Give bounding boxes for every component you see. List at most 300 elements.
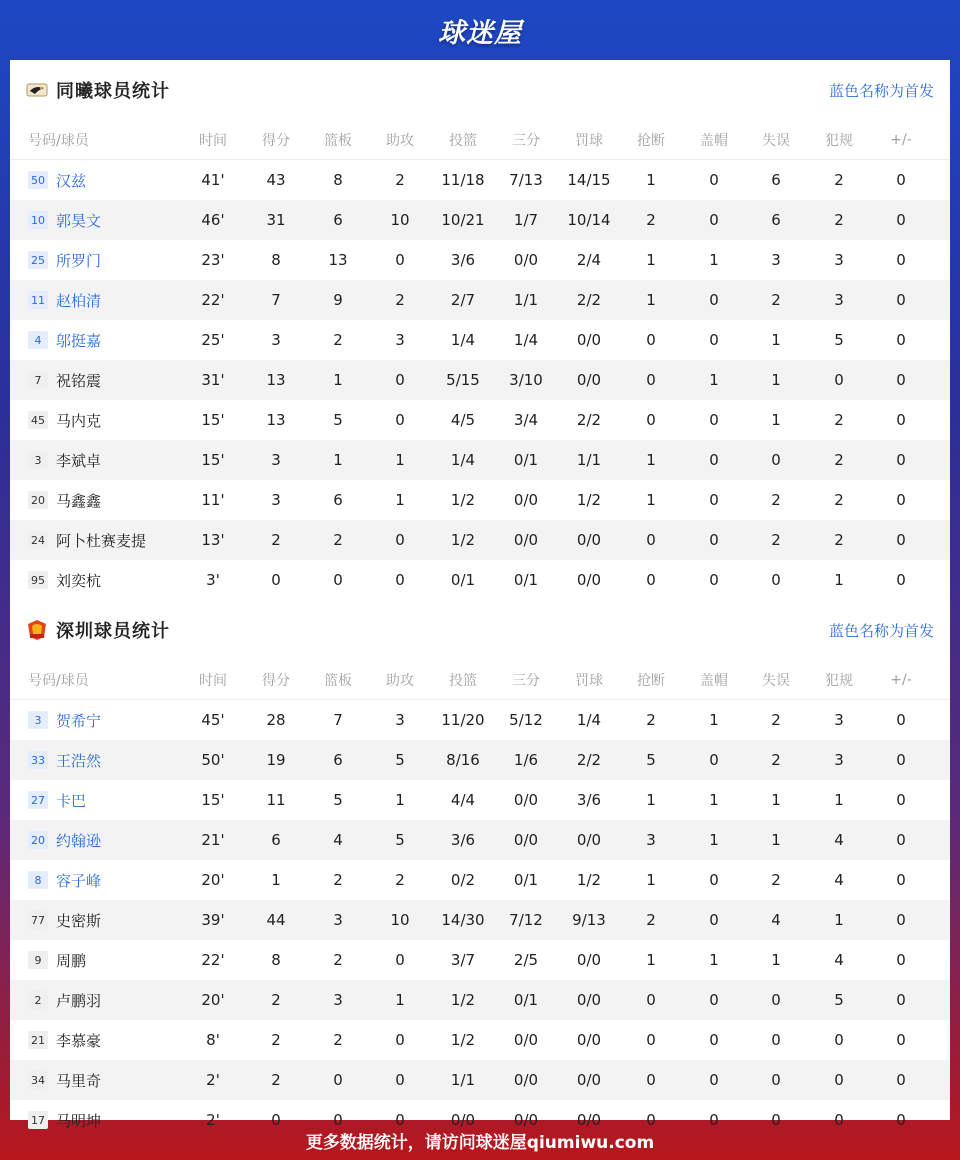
- stat-cell: 11: [266, 791, 286, 809]
- player-row[interactable]: [10, 440, 950, 480]
- jersey-number: 4: [28, 331, 48, 349]
- stat-cell: 0: [896, 1071, 906, 1089]
- stat-cell: 0: [333, 571, 343, 589]
- player-name[interactable]: 郭昊文: [56, 211, 102, 230]
- stat-cell: 0: [896, 991, 906, 1009]
- player-row[interactable]: [10, 400, 950, 440]
- stat-cell: 3: [834, 251, 844, 269]
- column-header-label[interactable]: 时间: [199, 132, 227, 149]
- stat-cell: 11': [201, 491, 225, 509]
- stat-cell: 0: [896, 711, 906, 729]
- player-cell: [10, 990, 193, 1011]
- player-name[interactable]: 马鑫鑫: [56, 491, 102, 510]
- stat-cell: 6: [271, 831, 281, 849]
- stat-cell: 0/0: [576, 331, 602, 349]
- stat-cell: 0: [395, 1071, 405, 1089]
- jersey-number: 9: [28, 951, 48, 969]
- stat-cell: 2: [834, 211, 844, 229]
- stat-cell: 4/4: [450, 791, 476, 809]
- column-header-label[interactable]: 篮板: [324, 672, 352, 689]
- stat-cell: 0: [709, 291, 719, 309]
- stat-cell: 0: [271, 1111, 281, 1129]
- player-cell: [10, 170, 193, 191]
- player-cell: [10, 830, 193, 851]
- stat-cell: 0: [646, 531, 656, 549]
- stat-cell: 0/0: [576, 951, 602, 969]
- stat-cell: 0/0: [576, 371, 602, 389]
- player-row[interactable]: [10, 740, 950, 780]
- player-name[interactable]: 汉兹: [56, 171, 87, 190]
- stat-cell: 0: [709, 331, 719, 349]
- stat-cell: 0: [646, 1111, 656, 1129]
- stat-cell: 25': [201, 331, 225, 349]
- stat-cell: 2: [771, 531, 781, 549]
- stat-cell: 0: [771, 1071, 781, 1089]
- stat-cell: 39': [201, 911, 225, 929]
- stat-cell: 5: [834, 331, 844, 349]
- stat-cell: 7/13: [509, 171, 543, 189]
- player-name[interactable]: 马明坤: [56, 1111, 102, 1130]
- player-row[interactable]: [10, 280, 950, 320]
- stat-cell: 0/0: [576, 1031, 602, 1049]
- stat-cell: 1: [333, 451, 343, 469]
- player-name[interactable]: 邬挺嘉: [56, 331, 102, 350]
- stat-cell: 0: [709, 171, 719, 189]
- column-header-label[interactable]: 投篮: [449, 672, 477, 689]
- stat-cell: 14/30: [441, 911, 485, 929]
- stat-cell: 0/1: [513, 871, 539, 889]
- column-header-label[interactable]: 犯规: [825, 132, 853, 149]
- stat-cell: 1/2: [450, 531, 476, 549]
- stat-cell: 3: [271, 491, 281, 509]
- stat-cell: 1: [771, 951, 781, 969]
- column-header-label[interactable]: +/-: [890, 131, 912, 148]
- stat-cell: 2: [771, 491, 781, 509]
- stat-cell: 0: [709, 871, 719, 889]
- stat-cell: 3: [333, 911, 343, 929]
- column-header-label[interactable]: 三分: [512, 132, 540, 149]
- stat-cell: 0: [834, 1031, 844, 1049]
- column-header-label[interactable]: 得分: [262, 672, 290, 689]
- stat-cell: 3: [834, 751, 844, 769]
- stat-cell: 1: [709, 831, 719, 849]
- stat-cell: 0/0: [576, 1111, 602, 1129]
- stat-cell: 6: [771, 171, 781, 189]
- stat-cell: 3: [271, 451, 281, 469]
- stat-cell: 0: [896, 251, 906, 269]
- stat-cell: 31: [266, 211, 286, 229]
- jersey-number: 11: [28, 291, 48, 309]
- stat-cell: 2': [206, 1071, 220, 1089]
- stat-cell: 3/7: [450, 951, 476, 969]
- stat-cell: 1: [646, 291, 656, 309]
- stat-cell: 0: [333, 1071, 343, 1089]
- stat-cell: 21': [201, 831, 225, 849]
- stat-cell: 1/1: [513, 291, 539, 309]
- stat-cell: 3': [206, 571, 220, 589]
- column-header-player: [10, 670, 193, 690]
- stat-cell: 1/2: [450, 491, 476, 509]
- stat-cell: 1: [709, 711, 719, 729]
- column-header-label: 号码/球员: [28, 672, 89, 689]
- stat-cell: 20': [201, 871, 225, 889]
- player-cell: [10, 1070, 193, 1091]
- stat-cell: 0: [709, 571, 719, 589]
- stat-cell: 0: [896, 831, 906, 849]
- stat-cell: 2: [395, 291, 405, 309]
- stat-cell: 5: [646, 751, 656, 769]
- player-row[interactable]: [10, 160, 950, 200]
- stat-cell: 2: [771, 711, 781, 729]
- stat-cell: 2: [646, 711, 656, 729]
- stat-cell: 0/0: [576, 831, 602, 849]
- jersey-number: 8: [28, 871, 48, 889]
- stat-cell: 0: [896, 951, 906, 969]
- jersey-number: 27: [28, 791, 48, 809]
- stat-cell: 0: [709, 1071, 719, 1089]
- stat-cell: 1: [646, 871, 656, 889]
- column-header-label[interactable]: +/-: [890, 671, 912, 688]
- player-row[interactable]: [10, 900, 950, 940]
- stat-cell: 1: [395, 991, 405, 1009]
- stat-cell: 2: [771, 291, 781, 309]
- player-cell: [10, 710, 193, 731]
- stat-cell: 13: [328, 251, 348, 269]
- stat-cell: 2: [395, 171, 405, 189]
- stat-cell: 0: [395, 1031, 405, 1049]
- stat-cell: 3/10: [509, 371, 543, 389]
- player-row[interactable]: [10, 1060, 950, 1100]
- stat-cell: 2/7: [450, 291, 476, 309]
- stat-cell: 5: [333, 411, 343, 429]
- stat-cell: 0: [896, 171, 906, 189]
- stat-cell: 3/6: [450, 251, 476, 269]
- player-row[interactable]: [10, 700, 950, 740]
- stat-cell: 0: [646, 991, 656, 1009]
- stat-cell: 5/15: [446, 371, 480, 389]
- stat-cell: 1/4: [450, 451, 476, 469]
- stat-cell: 6: [333, 751, 343, 769]
- player-name[interactable]: 约翰逊: [56, 831, 102, 850]
- stat-cell: 0: [896, 871, 906, 889]
- stat-cell: 8: [271, 251, 281, 269]
- column-header-label[interactable]: 篮板: [324, 132, 352, 149]
- player-name[interactable]: 所罗门: [56, 251, 102, 270]
- stat-cell: 1: [771, 371, 781, 389]
- stat-cell: 46': [201, 211, 225, 229]
- stat-cell: 0/0: [576, 1071, 602, 1089]
- stat-cell: 0: [333, 1111, 343, 1129]
- player-cell: [10, 210, 193, 231]
- player-name[interactable]: 周鹏: [56, 951, 87, 970]
- player-cell: [10, 950, 193, 971]
- stat-cell: 0/0: [576, 571, 602, 589]
- stat-cell: 0/0: [513, 831, 539, 849]
- player-cell: [10, 910, 193, 931]
- stat-cell: 1: [709, 791, 719, 809]
- team-header: [10, 600, 950, 660]
- column-header-label[interactable]: 抢断: [637, 132, 665, 149]
- stat-cell: 1/6: [513, 751, 539, 769]
- player-row[interactable]: [10, 1020, 950, 1060]
- column-header-label[interactable]: 盖帽: [700, 672, 728, 689]
- jersey-number: 45: [28, 411, 48, 429]
- stat-cell: 13: [266, 411, 286, 429]
- stat-cell: 0: [896, 371, 906, 389]
- jersey-number: 10: [28, 211, 48, 229]
- jersey-number: 33: [28, 751, 48, 769]
- stat-cell: 0: [709, 911, 719, 929]
- column-header-label[interactable]: 助攻: [386, 132, 414, 149]
- stat-cell: 0: [709, 451, 719, 469]
- stat-cell: 1: [771, 831, 781, 849]
- stat-cell: 0: [771, 1031, 781, 1049]
- stat-cell: 8': [206, 1031, 220, 1049]
- stat-cell: 0: [709, 1111, 719, 1129]
- player-row[interactable]: [10, 480, 950, 520]
- stat-cell: 3: [771, 251, 781, 269]
- stat-cell: 0: [646, 411, 656, 429]
- stat-cell: 1/4: [450, 331, 476, 349]
- stat-cell: 2: [834, 531, 844, 549]
- player-name[interactable]: 史密斯: [56, 911, 102, 930]
- stat-cell: 15': [201, 411, 225, 429]
- column-header-label[interactable]: 得分: [262, 132, 290, 149]
- stat-cell: 5: [834, 991, 844, 1009]
- stat-cell: 8: [333, 171, 343, 189]
- column-header-row: [10, 660, 950, 700]
- jersey-number: 20: [28, 491, 48, 509]
- stat-cell: 2: [333, 1031, 343, 1049]
- stat-cell: 11/18: [441, 171, 485, 189]
- column-header-label: 号码/球员: [28, 132, 89, 149]
- stat-cell: 7: [271, 291, 281, 309]
- player-name[interactable]: 贺希宁: [56, 711, 102, 730]
- stat-cell: 0: [646, 571, 656, 589]
- stat-cell: 20': [201, 991, 225, 1009]
- stat-cell: 2: [834, 171, 844, 189]
- stat-cell: 31': [201, 371, 225, 389]
- column-header-label[interactable]: 失误: [762, 132, 790, 149]
- stat-cell: 2: [834, 411, 844, 429]
- player-name[interactable]: 祝铭震: [56, 371, 102, 390]
- player-row[interactable]: [10, 860, 950, 900]
- player-cell: [10, 750, 193, 771]
- stat-cell: 2: [333, 331, 343, 349]
- stat-cell: 3: [834, 291, 844, 309]
- player-row[interactable]: [10, 780, 950, 820]
- player-row[interactable]: [10, 200, 950, 240]
- stat-cell: 2: [834, 491, 844, 509]
- column-header-label[interactable]: 三分: [512, 672, 540, 689]
- stat-cell: 0: [771, 451, 781, 469]
- stat-cell: 2: [333, 951, 343, 969]
- jersey-number: 34: [28, 1071, 48, 1089]
- stat-cell: 3/4: [513, 411, 539, 429]
- player-name[interactable]: 赵柏清: [56, 291, 102, 310]
- stat-cell: 1: [834, 571, 844, 589]
- player-name[interactable]: 刘奕杭: [56, 571, 102, 590]
- player-cell: [10, 250, 193, 271]
- stat-cell: 22': [201, 291, 225, 309]
- stat-cell: 10: [390, 211, 410, 229]
- column-header-label[interactable]: 失误: [762, 672, 790, 689]
- stat-cell: 0: [896, 451, 906, 469]
- stat-cell: 0/0: [513, 791, 539, 809]
- stat-cell: 11/20: [441, 711, 485, 729]
- jersey-number: 25: [28, 251, 48, 269]
- starter-note: 蓝色名称为首发: [828, 81, 934, 100]
- player-name[interactable]: 马内克: [56, 411, 102, 430]
- stat-cell: 3/6: [576, 791, 602, 809]
- stat-cell: 2/2: [576, 751, 602, 769]
- stat-cell: 2: [333, 871, 343, 889]
- stat-cell: 0: [834, 371, 844, 389]
- stat-cell: 1: [646, 451, 656, 469]
- stat-cell: 0: [395, 411, 405, 429]
- stat-cell: 0/0: [513, 1031, 539, 1049]
- stat-cell: 1: [771, 791, 781, 809]
- team-name: 同曦球员统计: [56, 81, 170, 102]
- column-header-label[interactable]: 罚球: [575, 132, 603, 149]
- stat-cell: 5: [395, 751, 405, 769]
- column-header-label[interactable]: 抢断: [637, 672, 665, 689]
- stat-cell: 0: [896, 1111, 906, 1129]
- jersey-number: 3: [28, 451, 48, 469]
- stat-cell: 2/2: [576, 411, 602, 429]
- stat-cell: 4: [834, 871, 844, 889]
- jersey-number: 3: [28, 711, 48, 729]
- player-cell: [10, 1030, 193, 1051]
- footer-text: 更多数据统计，请访问球迷屋qiumiwu.com: [305, 1132, 655, 1153]
- stat-cell: 1/7: [513, 211, 539, 229]
- stat-cell: 1/2: [450, 991, 476, 1009]
- stat-cell: 7: [333, 711, 343, 729]
- player-row[interactable]: [10, 320, 950, 360]
- stat-cell: 1: [709, 371, 719, 389]
- stat-cell: 43: [266, 171, 286, 189]
- stat-cell: 0: [896, 571, 906, 589]
- stat-cell: 2: [771, 871, 781, 889]
- stat-cell: 2: [271, 531, 281, 549]
- jersey-number: 50: [28, 171, 48, 189]
- stat-cell: 1/4: [576, 711, 602, 729]
- stat-cell: 2: [271, 1071, 281, 1089]
- stat-cell: 44: [266, 911, 286, 929]
- column-header-label[interactable]: 助攻: [386, 672, 414, 689]
- column-header-label[interactable]: 投篮: [449, 132, 477, 149]
- stat-cell: 0: [771, 571, 781, 589]
- stat-cell: 2: [834, 451, 844, 469]
- stat-cell: 0: [896, 1031, 906, 1049]
- column-header-label[interactable]: 罚球: [575, 672, 603, 689]
- player-cell: [10, 790, 193, 811]
- stat-cell: 3: [333, 991, 343, 1009]
- stat-cell: 50': [201, 751, 225, 769]
- jersey-number: 20: [28, 831, 48, 849]
- player-name[interactable]: 李斌卓: [56, 451, 102, 470]
- stat-cell: 2: [271, 991, 281, 1009]
- player-name[interactable]: 容子峰: [56, 871, 102, 890]
- player-name[interactable]: 李慕豪: [56, 1031, 102, 1050]
- stat-cell: 1/2: [576, 871, 602, 889]
- stat-cell: 0: [709, 211, 719, 229]
- stat-cell: 2: [646, 911, 656, 929]
- stat-cell: 10: [390, 911, 410, 929]
- stat-cell: 8: [271, 951, 281, 969]
- stat-cell: 41': [201, 171, 225, 189]
- stat-cell: 3: [646, 831, 656, 849]
- player-row[interactable]: [10, 940, 950, 980]
- stat-cell: 15': [201, 791, 225, 809]
- stat-cell: 4: [834, 831, 844, 849]
- stat-cell: 2: [333, 531, 343, 549]
- column-header-row: [10, 120, 950, 160]
- stat-cell: 3: [395, 331, 405, 349]
- footer-banner[interactable]: [0, 1120, 960, 1160]
- player-row[interactable]: [10, 360, 950, 400]
- stat-cell: 10/14: [567, 211, 611, 229]
- player-cell: [10, 410, 193, 431]
- player-name[interactable]: 卡巴: [56, 791, 87, 810]
- stat-cell: 0: [395, 531, 405, 549]
- team-title: [26, 77, 170, 103]
- team-section: [10, 60, 950, 600]
- jersey-number: 2: [28, 991, 48, 1009]
- player-row[interactable]: [10, 560, 950, 600]
- stat-cell: 0: [896, 791, 906, 809]
- column-header-label[interactable]: 时间: [199, 672, 227, 689]
- player-name[interactable]: 王浩然: [56, 751, 102, 770]
- stats-panel: [10, 60, 950, 1130]
- stat-cell: 1: [771, 411, 781, 429]
- stat-cell: 19: [266, 751, 286, 769]
- stat-cell: 2: [771, 751, 781, 769]
- player-cell: [10, 870, 193, 891]
- player-name[interactable]: 卢鹏羽: [56, 991, 102, 1010]
- stat-cell: 9: [333, 291, 343, 309]
- player-name[interactable]: 阿卜杜赛麦提: [56, 531, 147, 550]
- stat-cell: 4: [834, 951, 844, 969]
- starter-note: 蓝色名称为首发: [828, 621, 934, 640]
- player-cell: [10, 570, 193, 591]
- column-header-label[interactable]: 盖帽: [700, 132, 728, 149]
- player-row[interactable]: [10, 520, 950, 560]
- shenzhen-team-logo: [26, 619, 48, 641]
- player-row[interactable]: [10, 980, 950, 1020]
- stat-cell: 2: [395, 871, 405, 889]
- player-row[interactable]: [10, 820, 950, 860]
- player-row[interactable]: [10, 240, 950, 280]
- player-name[interactable]: 马里奇: [56, 1071, 102, 1090]
- stat-cell: 0/1: [513, 571, 539, 589]
- stat-cell: 1: [709, 951, 719, 969]
- stat-cell: 14/15: [567, 171, 611, 189]
- stat-cell: 2/2: [576, 291, 602, 309]
- stat-cell: 1: [271, 871, 281, 889]
- stat-cell: 0: [896, 751, 906, 769]
- stat-cell: 1: [771, 331, 781, 349]
- stat-cell: 4: [771, 911, 781, 929]
- column-header-label[interactable]: 犯规: [825, 672, 853, 689]
- stat-cell: 0: [896, 911, 906, 929]
- stat-cell: 6: [333, 211, 343, 229]
- stat-cell: 1: [646, 791, 656, 809]
- jersey-number: 17: [28, 1111, 48, 1129]
- stat-cell: 0: [395, 1111, 405, 1129]
- player-cell: [10, 290, 193, 311]
- stat-cell: 1: [834, 911, 844, 929]
